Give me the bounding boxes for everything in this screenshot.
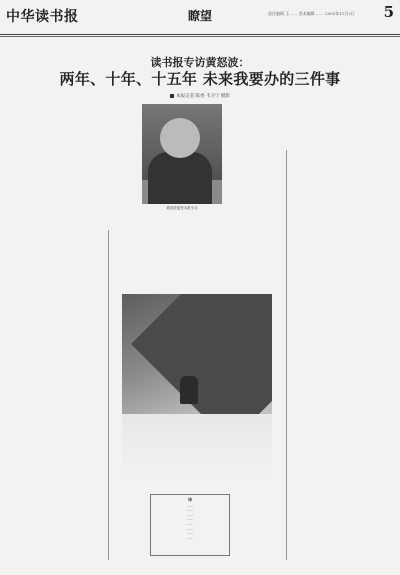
poem-line: …… bbox=[186, 521, 194, 526]
poem-line: …… bbox=[186, 526, 194, 531]
poem-line: …… bbox=[186, 508, 194, 513]
byline-marker-icon bbox=[170, 94, 174, 98]
page-number: 5 bbox=[383, 3, 394, 21]
poem-line: …… bbox=[186, 503, 194, 508]
photo-person-body bbox=[148, 152, 212, 204]
masthead-rule bbox=[0, 36, 400, 37]
photo-climber bbox=[180, 376, 198, 404]
photo-snow-slope bbox=[122, 414, 272, 490]
article-byline bbox=[0, 93, 400, 99]
poem-line: …… bbox=[186, 517, 194, 522]
poem-line: …… bbox=[186, 535, 194, 540]
newspaper-brand: 中华读书报 bbox=[6, 9, 79, 25]
poem-line: …… bbox=[186, 531, 194, 536]
portrait-photo bbox=[142, 104, 222, 204]
section-name: 瞭望 bbox=[188, 9, 213, 23]
portrait-caption: 黄怒波接受本报专访 bbox=[166, 206, 198, 210]
article-kicker: 读书报专访黄怒波： bbox=[150, 56, 250, 69]
masthead-info: 责任编辑 王…… 美术编辑 …… 2005年11月2日 bbox=[268, 11, 355, 16]
masthead bbox=[0, 0, 400, 35]
byline-text: 本报记者 陈香 韦卫宁 摄影 bbox=[176, 94, 230, 99]
mountaineering-photo bbox=[122, 294, 272, 490]
photo-person-head bbox=[160, 118, 200, 158]
column-divider bbox=[108, 230, 109, 560]
column-divider bbox=[286, 150, 287, 560]
poem-line: …… bbox=[186, 512, 194, 517]
article-title: 两年、十年、十五年 未来我要办的三件事 bbox=[59, 70, 341, 88]
poem-box bbox=[150, 494, 230, 556]
poem-title: 诗 bbox=[188, 497, 192, 502]
